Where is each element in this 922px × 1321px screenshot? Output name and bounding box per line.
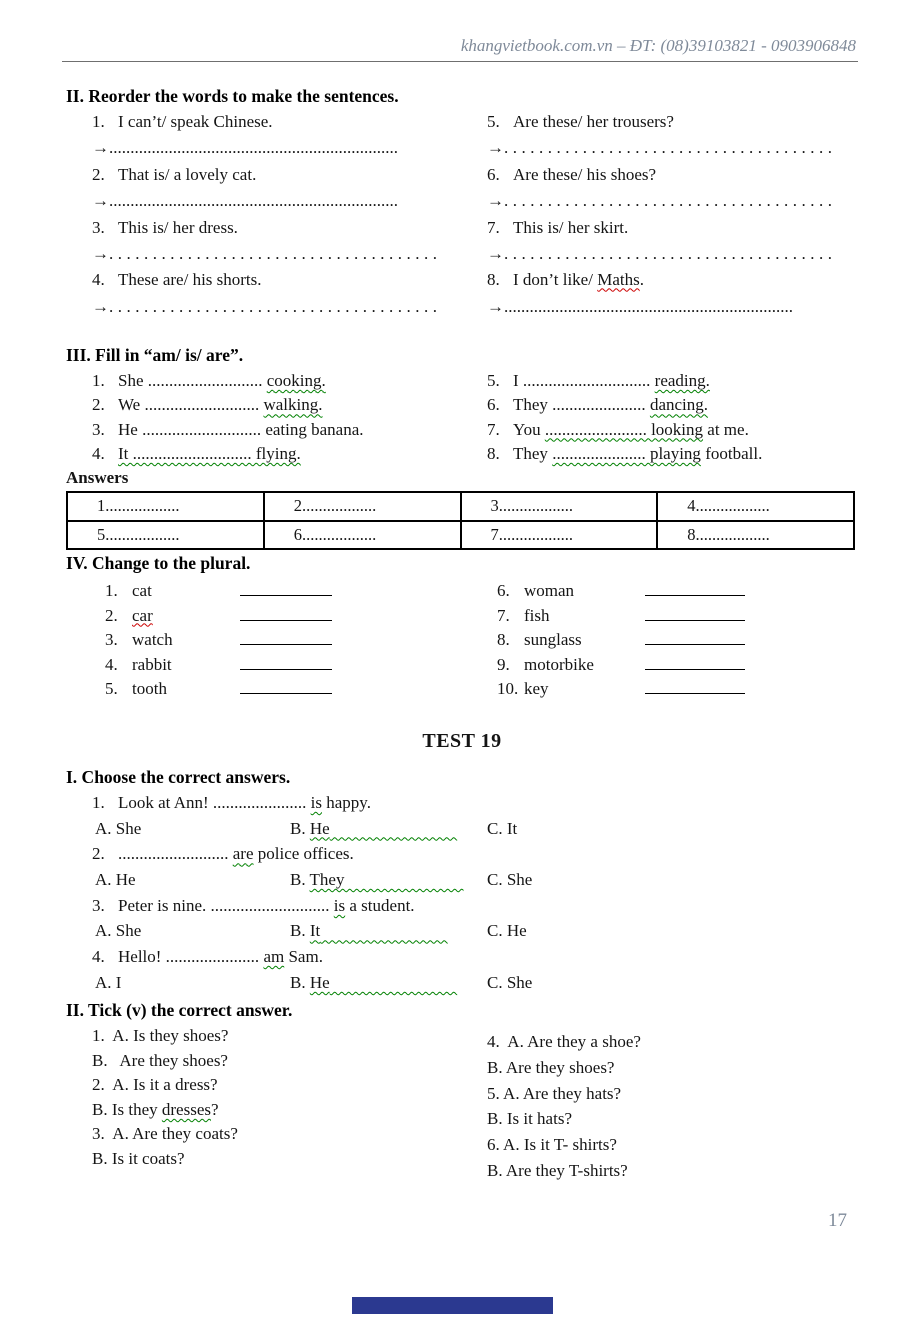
sentence-text: at me.	[703, 419, 749, 439]
dotted-answer-line: ......................................	[504, 243, 837, 263]
section-fill-in	[66, 345, 858, 466]
tick-line	[487, 1132, 858, 1158]
sentence-text: That is/ a lovely cat.	[118, 164, 257, 184]
answer-cell: 8..................	[657, 521, 854, 550]
answer-cell: 6..................	[264, 521, 461, 550]
item-number: 1.	[92, 371, 105, 390]
sentence-text: They	[513, 443, 553, 463]
singular-word: car	[132, 605, 153, 625]
exercise-line	[497, 652, 858, 677]
answer-blank-line	[240, 578, 332, 596]
arrow-icon: →	[487, 138, 504, 158]
item-number: 2.	[92, 844, 105, 864]
answer-cell: 7..................	[461, 521, 658, 550]
option-c: C. It	[487, 818, 518, 838]
answer-blank-line	[240, 603, 332, 621]
option-b	[290, 867, 487, 893]
exercise-line	[487, 369, 858, 393]
exercise-line	[105, 627, 487, 652]
arrow-icon: →	[92, 138, 109, 158]
grammar-underlined-text	[310, 819, 457, 838]
options-row	[66, 867, 858, 893]
item-number: 3.	[92, 895, 105, 915]
item-number: 6.	[487, 164, 500, 184]
exercise-line	[487, 418, 858, 442]
header-rule	[62, 61, 858, 62]
section-choose	[66, 767, 858, 996]
item-number: 5.	[487, 371, 500, 390]
answers-row	[67, 492, 854, 521]
answer-cell: 4..................	[657, 492, 854, 521]
answer-cell: 5..................	[67, 521, 264, 550]
exercise-line	[105, 676, 487, 701]
option-b	[290, 918, 487, 944]
plural-left-column	[66, 578, 487, 701]
answer-arrow-line	[92, 294, 487, 320]
answer-cell: 2..................	[264, 492, 461, 521]
exercise-line	[92, 418, 487, 442]
page-number: 17	[828, 1210, 847, 1231]
question-text: happy.	[322, 793, 371, 812]
exercise-line	[92, 162, 487, 188]
wavy-filler	[320, 921, 448, 940]
question-text: Look at Ann! ......................	[118, 793, 311, 812]
wavy-filler	[344, 870, 463, 889]
tick-line	[92, 1049, 487, 1074]
singular-word: tooth	[132, 679, 167, 698]
answers-table	[66, 491, 855, 550]
grammar-underlined-text: are	[232, 844, 254, 864]
option-a: A. He	[95, 870, 136, 890]
question-text: ..........................	[118, 844, 233, 864]
item-number: 8.	[487, 270, 500, 290]
answer-blank-line	[645, 676, 745, 694]
exercise-line	[105, 603, 487, 628]
options-row	[66, 918, 858, 944]
tick-line	[487, 1029, 858, 1055]
exercise-line	[487, 393, 858, 417]
page-header-text: khangvietbook.com.vn – ĐT: (08)39103821 - 0903906848	[460, 36, 856, 55]
arrow-icon: →	[92, 243, 109, 263]
exercise-line	[497, 578, 858, 603]
item-number: 8.	[487, 443, 500, 463]
sentence-text: He ............................ eating banana.	[118, 419, 364, 439]
answer-blank-line	[645, 578, 745, 596]
option-b-word: They	[309, 870, 345, 890]
option-b	[290, 816, 487, 842]
tick-line	[487, 1055, 858, 1081]
sentence-text: I don’t like/	[513, 270, 598, 290]
question-line	[66, 841, 858, 867]
sentence-text: .	[639, 270, 644, 290]
reorder-right-column	[487, 109, 858, 320]
item-number: 4.	[92, 270, 105, 290]
option-b-word: He	[309, 972, 330, 992]
arrow-icon: →	[92, 296, 109, 316]
plural-right-column	[487, 578, 858, 701]
item-number: 3.	[92, 217, 105, 237]
singular-word: woman	[524, 581, 575, 600]
tick-text: B. Is it hats?	[487, 1109, 572, 1129]
arrow-icon: →	[487, 243, 504, 263]
answer-cell: 1..................	[67, 492, 264, 521]
grammar-underlined-text: ........................ looking	[544, 419, 704, 439]
tick-left-column	[66, 1024, 487, 1184]
option-b-label: B.	[290, 972, 310, 992]
grammar-underlined-text: reading.	[654, 371, 710, 390]
item-number: 6.	[497, 581, 510, 600]
tick-line	[92, 1122, 487, 1147]
answer-blank-line	[240, 676, 332, 694]
section-choose-title: I. Choose the correct answers.	[66, 767, 291, 787]
tick-text: 5. A. Are they hats?	[487, 1083, 622, 1103]
fill-right-column	[487, 369, 858, 466]
exercise-line	[497, 627, 858, 652]
tick-text: 1. A. Is they shoes?	[92, 1026, 229, 1045]
options-row	[66, 816, 858, 842]
exercise-line	[105, 652, 487, 677]
grammar-underlined-text: cooking.	[266, 371, 326, 390]
option-b-label: B.	[290, 921, 310, 941]
answer-arrow-line	[487, 188, 858, 214]
item-number: 9.	[497, 654, 510, 674]
exercise-line	[487, 215, 858, 241]
question-text: Hello! ......................	[118, 947, 264, 967]
option-b-word: It	[309, 921, 321, 941]
fill-left-column	[66, 369, 487, 466]
tick-text: 2. A. Is it a dress?	[92, 1075, 218, 1095]
option-a: A. She	[95, 921, 142, 941]
item-number: 3.	[105, 630, 118, 649]
item-number: 6.	[487, 395, 500, 415]
tick-line	[487, 1081, 858, 1107]
dotted-answer-line: ......................................	[109, 243, 442, 263]
singular-word: sunglass	[524, 630, 582, 649]
sentence-text: I ..............................	[513, 371, 655, 390]
answer-blank-line	[240, 652, 332, 670]
grammar-underlined-text	[310, 921, 448, 940]
exercise-line	[92, 393, 487, 417]
tick-text: 6. A. Is it T- shirts?	[487, 1135, 617, 1155]
item-number: 4.	[92, 947, 105, 967]
exercise-line	[487, 267, 858, 293]
question-text: Sam.	[284, 947, 323, 967]
option-b	[290, 970, 487, 996]
grammar-underlined-text: dancing.	[649, 395, 709, 415]
item-number: 8.	[497, 630, 510, 649]
option-a: A. She	[95, 818, 142, 838]
exercise-line	[92, 442, 487, 466]
exercise-line	[487, 109, 858, 135]
sentence-text: You	[513, 419, 545, 439]
item-number: 5.	[105, 679, 118, 698]
misspelled-word: Maths	[597, 270, 640, 290]
wavy-filler	[330, 819, 458, 838]
sentence-text: They ......................	[513, 395, 650, 415]
answer-cell: 3..................	[461, 492, 658, 521]
grammar-underlined-text	[310, 870, 464, 889]
question-line	[66, 944, 858, 970]
grammar-underlined-text: is	[333, 895, 346, 915]
tick-right-column	[487, 1029, 858, 1184]
dotted-answer-line: ....................................................................	[109, 191, 398, 211]
option-c: C. She	[487, 972, 533, 992]
arrow-icon: →	[487, 191, 504, 211]
grammar-underlined-text: am	[263, 947, 285, 967]
singular-word: fish	[524, 605, 550, 625]
option-c: C. He	[487, 921, 527, 941]
sentence-text: This is/ her dress.	[118, 217, 238, 237]
answer-arrow-line	[487, 135, 858, 161]
options-row	[66, 970, 858, 996]
option-b-label: B.	[290, 870, 310, 890]
item-number: 7.	[497, 605, 510, 625]
exercise-line	[92, 369, 487, 393]
tick-text: B. Are they shoes?	[487, 1057, 615, 1077]
option-b-word: He	[309, 818, 330, 838]
singular-word: rabbit	[132, 654, 172, 674]
item-number: 7.	[487, 217, 500, 237]
singular-word: watch	[132, 630, 173, 649]
question-text: police offices.	[253, 844, 354, 864]
answer-arrow-line	[92, 241, 487, 267]
exercise-line	[487, 442, 858, 466]
item-number: 10.	[497, 679, 519, 698]
grammar-underlined-text: ...................... playing	[552, 443, 701, 463]
grammar-underlined-text: dresses	[161, 1099, 211, 1119]
arrow-icon: →	[92, 191, 109, 211]
dotted-answer-line: ......................................	[504, 138, 837, 158]
exercise-line	[105, 578, 487, 603]
tick-text: B. Is they	[92, 1099, 162, 1119]
question-line	[66, 893, 858, 919]
dotted-answer-line: ......................................	[504, 191, 837, 211]
item-number: 2.	[92, 395, 105, 415]
exercise-line	[497, 676, 858, 701]
answer-arrow-line	[92, 135, 487, 161]
answer-blank-line	[645, 627, 745, 645]
answer-arrow-line	[487, 294, 858, 320]
sentence-text: I can’t/ speak Chinese.	[118, 112, 273, 131]
item-number: 3.	[92, 419, 105, 439]
section-tick	[66, 1000, 858, 1184]
option-a: A. I	[95, 972, 122, 992]
tick-text: B. Is it coats?	[92, 1148, 185, 1168]
reorder-left-column	[66, 109, 487, 320]
grammar-underlined-text: It ............................ flying.	[118, 443, 301, 463]
grammar-underlined-text: is	[310, 793, 322, 812]
item-number: 1.	[92, 793, 105, 812]
grammar-underlined-text: walking.	[263, 395, 323, 415]
question-text: a student.	[345, 895, 415, 915]
section-plural	[66, 553, 858, 701]
tick-line	[92, 1098, 487, 1123]
sentence-text: This is/ her skirt.	[513, 217, 629, 237]
answer-blank-line	[645, 603, 745, 621]
item-number: 5.	[487, 112, 500, 131]
question-line	[66, 790, 858, 816]
option-c: C. She	[487, 870, 533, 890]
tick-text: B. Are they T-shirts?	[487, 1160, 628, 1180]
exercise-line	[92, 215, 487, 241]
section-plural-title: IV. Change to the plural.	[66, 553, 251, 573]
test-title: TEST 19	[422, 730, 502, 752]
tick-line	[92, 1073, 487, 1098]
item-number: 1.	[105, 581, 118, 600]
answer-arrow-line	[92, 188, 487, 214]
section-reorder-title: II. Reorder the words to make the sentences.	[66, 86, 399, 106]
sentence-text: Are these/ his shoes?	[513, 164, 657, 184]
exercise-line	[92, 109, 487, 135]
answer-blank-line	[645, 652, 745, 670]
wavy-filler	[330, 973, 458, 992]
tick-text: ?	[211, 1099, 219, 1119]
item-number: 2.	[105, 605, 118, 625]
sentence-text: She ...........................	[118, 371, 267, 390]
tick-line	[92, 1147, 487, 1172]
sentence-text: Are these/ her trousers?	[513, 112, 674, 131]
dotted-answer-line: ....................................................................	[504, 296, 793, 316]
section-tick-title: II. Tick (v) the correct answer.	[66, 1000, 293, 1020]
sentence-text: football.	[700, 443, 763, 463]
item-number: 4.	[105, 654, 118, 674]
tick-text: 4. A. Are they a shoe?	[487, 1032, 641, 1051]
tick-line	[92, 1024, 487, 1049]
answer-blank-line	[240, 627, 332, 645]
item-number: 4.	[92, 443, 105, 463]
item-number: 1.	[92, 112, 105, 131]
singular-word: motorbike	[524, 654, 594, 674]
option-b-label: B.	[290, 818, 310, 838]
singular-word: key	[524, 679, 549, 698]
item-number: 7.	[487, 419, 500, 439]
sentence-text: These are/ his shorts.	[118, 270, 262, 290]
item-number: 2.	[92, 164, 105, 184]
singular-word: cat	[132, 581, 152, 600]
arrow-icon: →	[487, 296, 504, 316]
answers-label: Answers	[66, 468, 129, 487]
tick-line	[487, 1158, 858, 1184]
dotted-answer-line: ....................................................................	[109, 138, 398, 158]
tick-line	[487, 1106, 858, 1132]
answers-row	[67, 521, 854, 550]
section-fill-in-title: III. Fill in “am/ is/ are”.	[66, 345, 244, 365]
section-reorder	[66, 86, 858, 320]
dotted-answer-line: ......................................	[109, 296, 442, 316]
tick-text: B. Are they shoes?	[92, 1050, 228, 1070]
exercise-line	[487, 162, 858, 188]
footer-accent-bar	[352, 1297, 553, 1314]
grammar-underlined-text	[310, 973, 457, 992]
exercise-line	[497, 603, 858, 628]
tick-text: 3. A. Are they coats?	[92, 1124, 238, 1144]
answer-arrow-line	[487, 241, 858, 267]
exercise-line	[92, 267, 487, 293]
sentence-text: We ...........................	[118, 395, 264, 415]
question-text: Peter is nine. ............................	[118, 895, 334, 915]
